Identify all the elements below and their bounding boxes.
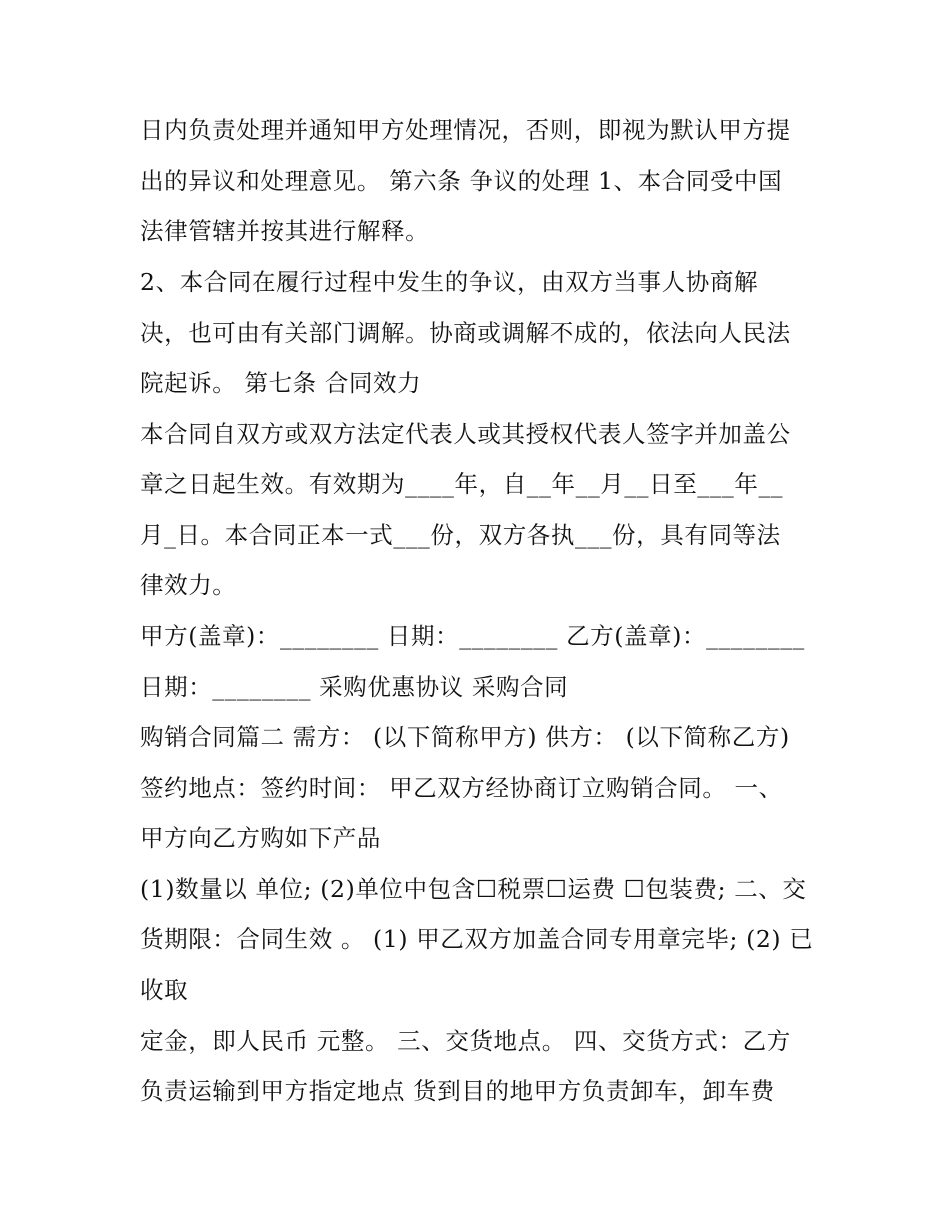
text-line: 甲方向乙方购如下产品 <box>140 824 381 852</box>
text-line: 法律管辖并按其进行解释。 <box>140 217 430 245</box>
text-line: 月_日。本合同正本一式___份，双方各执___份，具有同等法 <box>140 521 781 549</box>
text-line: 本合同自双方或双方法定代表人或其授权代表人签字并加盖公 <box>140 420 791 448</box>
text-line: 院起诉。 第七条 合同效力 <box>140 369 422 397</box>
text-line: 购销合同篇二 需方： (以下简称甲方) 供方： (以下简称乙方) <box>140 723 790 751</box>
signature-line: 日期：________ 采购优惠协议 采购合同 <box>140 673 569 701</box>
text-line: 2、本合同在履行过程中发生的争议，由双方当事人协商解 <box>140 268 759 296</box>
text-line: 定金，即人民币 元整。 三、交货地点。 四、交货方式：乙方 <box>140 1027 791 1055</box>
text-line: 货期限：合同生效 。 (1) 甲乙双方加盖合同专用章完毕; (2) 已 <box>140 925 814 953</box>
text-line: 律效力。 <box>140 571 237 599</box>
text-line: 决，也可由有关部门调解。协商或调解不成的，依法向人民法 <box>140 319 791 347</box>
text-line: 签约地点：签约时间： 甲乙双方经协商订立购销合同。 一、 <box>140 774 783 802</box>
text-line: (1)数量以 单位; (2)单位中包含☐税票☐运费 ☐包装费; 二、交 <box>140 875 807 903</box>
text-line: 负责运输到甲方指定地点 货到目的地甲方负责卸车，卸车费 <box>140 1077 775 1105</box>
signature-line: 甲方(盖章)：________ 日期：________ 乙方(盖章)：________ <box>140 622 805 650</box>
text-line: 收取 <box>140 976 189 1004</box>
text-line: 出的异议和处理意见。 第六条 争议的处理 1、本合同受中国 <box>140 167 783 195</box>
text-line: 章之日起生效。有效期为____年，自__年__月__日至___年__ <box>140 470 784 498</box>
text-line: 日内负责处理并通知甲方处理情况，否则，即视为默认甲方提 <box>140 116 791 144</box>
